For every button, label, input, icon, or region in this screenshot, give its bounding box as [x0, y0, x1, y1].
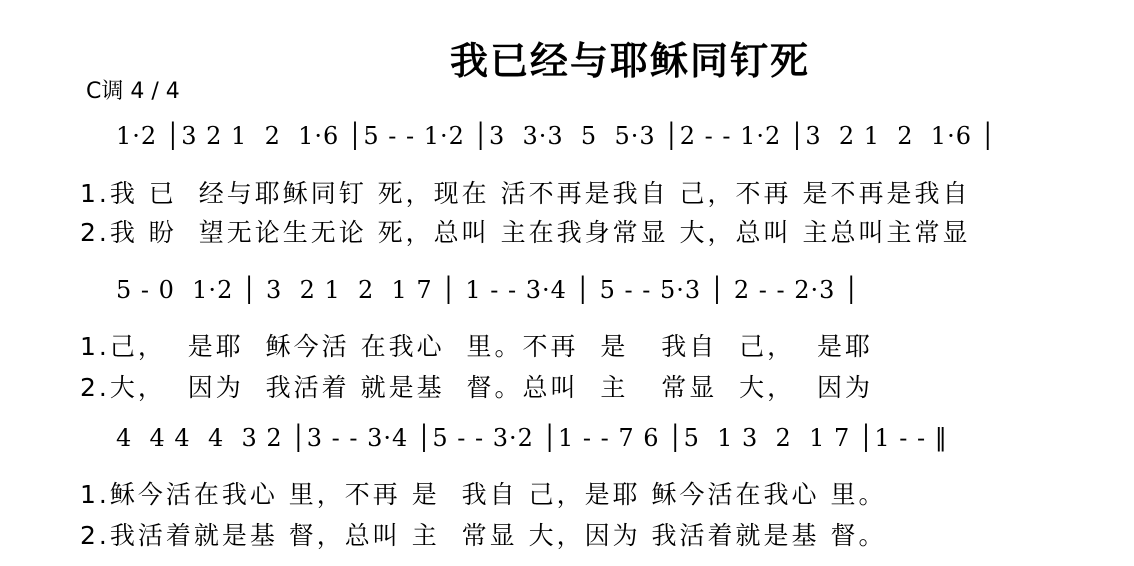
lyric-line-1-verse-1: 1.我 已 经与耶稣同钉 死，现在 活不再是我自 己，不再 是不再是我自 [80, 179, 971, 208]
notation-line-3: 4 4 4 4 3 2 │3 - - 3·4 │5 - - 3·2 │1 - - 7 6 │5 1 3 2 1 7 │1 - - ‖ [116, 424, 948, 452]
lyric-line-2-verse-1: 1.己， 是耶 稣今活 在我心 里。不再 是 我自 己， 是耶 [80, 332, 874, 361]
lyric-line-1-verse-2: 2.我 盼 望无论生无论 死，总叫 主在我身常显 大，总叫 主总叫主常显 [80, 218, 971, 247]
key-signature: C调 4 / 4 [86, 79, 180, 104]
page-title: 我已经与耶稣同钉死 [450, 39, 811, 83]
lyric-line-2-verse-2: 2.大， 因为 我活着 就是基 督。总叫 主 常显 大， 因为 [80, 373, 874, 402]
lyric-line-3-verse-1: 1.稣今活在我心 里，不再 是 我自 己，是耶 稣今活在我心 里。 [80, 480, 887, 509]
notation-line-1: 1·2 │3 2 1 2 1·6 │5 - - 1·2 │3 3·3 5 5·3 │2 - - 1·2 │3 2 1 2 1·6 │ [116, 122, 997, 150]
notation-line-2: 5 - 0 1·2 │ 3 2 1 2 1 7 │ 1 - - 3·4 │ 5 - - 5·3 │ 2 - - 2·3 │ [116, 276, 860, 304]
lyric-line-3-verse-2: 2.我活着就是基 督，总叫 主 常显 大，因为 我活着就是基 督。 [80, 521, 887, 550]
